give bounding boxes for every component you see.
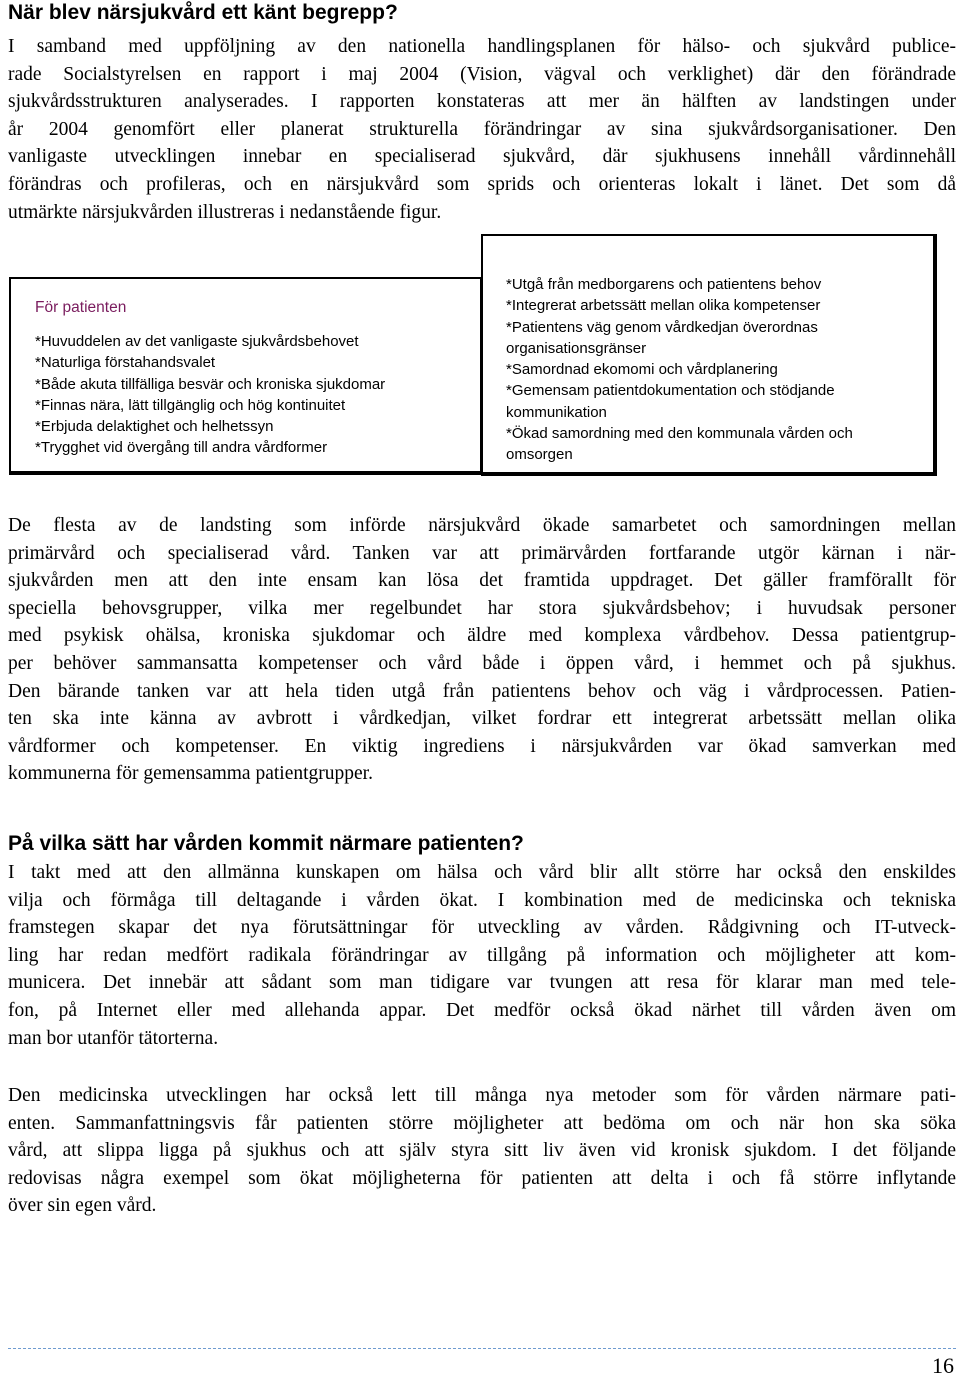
list-item: *Patientens väg genom vårdkedjan överordnas — [506, 318, 818, 336]
paragraph-kunskap — [8, 859, 956, 1052]
text-line: enten. Sammanfattningsvis får patienten större möjligheter att bedöma om och när hon ska söka — [8, 1112, 956, 1134]
patient-box — [9, 277, 484, 475]
text-line: Den medicinska utvecklingen har också lett till många nya metoder som för vården närmare pati- — [8, 1085, 956, 1106]
text-line: förändras och profileras, och en närsjukvård som sprids och orienteras lokalt i länet. Det som då — [8, 173, 956, 195]
footer-divider — [8, 1348, 956, 1349]
organisation-box-list — [483, 274, 933, 466]
text-line: framstegen skapar det nya förutsättningar för utveckling av vården. Rådgivning och IT-utveck- — [8, 917, 956, 939]
text-line: primärvård och specialiserad vård. Tanken var att primärvården fortfarande utgör kärnan i när- — [8, 542, 956, 564]
paragraph-medicinsk — [8, 1082, 956, 1220]
text-line: rade Socialstyrelsen en rapport i maj 2004 (Vision, vägval och verklighet) där den förändrade — [8, 63, 956, 85]
text-line: De flesta av de landsting som införde närsjukvård ökade samarbetet och samordningen mellan — [8, 515, 956, 536]
text-line: I samband med uppföljning av den nationella handlingsplanen för hälso- och sjukvård publice- — [8, 36, 956, 57]
text-line: ten ska inte känna av avbrott i vårdkedjan, vilket fordrar ett integrerat arbetssätt mellan olika — [8, 708, 956, 730]
text-line: sjukvårdsstrukturen analyserades. I rapporten konstateras att mer än hälften av landstingen under — [8, 91, 956, 113]
text-line: fon, på Internet eller med allehanda appar. Det medför också ökad närhet till vården även om — [8, 999, 956, 1021]
text-line: redovisas några exempel som ökat möjligheterna för patienten att delta i och få större inflytande — [8, 1167, 956, 1189]
text-line: I takt med att den allmänna kunskapen om hälsa och vård blir allt större har också den enskildes — [8, 862, 956, 883]
list-item: *Erbjuda delaktighet och helhetssyn — [35, 418, 274, 436]
list-item: kommunikation — [506, 403, 607, 421]
list-item: *Trygghet vid övergång till andra vårdformer — [35, 439, 328, 457]
text-line: med psykisk ohälsa, kroniska sjukdomar och äldre med komplexa vårdbehov. Dessa patientgrup- — [8, 625, 956, 647]
list-item: *Utgå från medborgarens och patientens behov — [506, 276, 822, 293]
list-item: *Finnas nära, lätt tillgänglig och hög kontinuitet — [35, 396, 346, 414]
list-item: *Gemensam patientdokumentation och stödjande — [506, 382, 835, 400]
text-line: per behöver sammansatta kompetenser och vård både i öppen vård, i hemmet och på sjukhus. — [8, 652, 956, 674]
list-item: omsorgen — [506, 446, 573, 464]
text-line: ling har redan medfört radikala förändringar av tillgång på information och möjligheter att kom- — [8, 944, 956, 966]
paragraph-samarbete — [8, 512, 956, 788]
list-item: *Naturliga förstahandsvalet — [35, 354, 216, 372]
patient-box-list — [11, 331, 480, 459]
text-line: man bor utanför tätorterna. — [8, 1027, 219, 1049]
patient-box-title: För patienten — [35, 299, 127, 316]
text-line: kommunerna för gemensamma patientgrupper. — [8, 763, 373, 785]
list-item: *Samordnad ekomomi och vårdplanering — [506, 361, 778, 379]
intro-paragraph — [8, 33, 956, 226]
text-line: municera. Det innebär att sådant som man tidigare var tvungen att resa för klarar man med tele- — [8, 972, 956, 994]
text-line: vårdformer och kompetenser. En viktig ingrediens i närsjukvården var ökad samverkan med — [8, 735, 956, 757]
list-item: *Huvuddelen av det vanligaste sjukvårdsbehovet — [35, 333, 359, 350]
text-line: vanligaste utvecklingen innebar en specialiserad sjukvård, där sjukhusens innehåll vårdinnehåll — [8, 146, 956, 168]
page-number: 16 — [932, 1353, 954, 1378]
section-heading-2: På vilka sätt har vården kommit närmare patienten? — [8, 832, 524, 855]
text-line: år 2004 genomfört eller planerat strukturella förändringar av sina sjukvårdsorganisationer. Den — [8, 118, 956, 140]
text-line: Den bärande tanken var att hela tiden utgå från patientens behov och väg i vårdprocessen. Patien- — [8, 680, 956, 702]
text-line: vård, att slippa ligga på sjukhus och att själv styra sitt liv även vid kronisk sjukdom. I det följande — [8, 1140, 956, 1162]
organisation-box — [481, 234, 937, 476]
text-line: speciella behovsgrupper, vilka mer regelbundet har stora sjukvårdsbehov; i huvudsak personer — [8, 597, 956, 619]
section-heading-1: När blev närsjukvård ett känt begrepp? — [8, 1, 398, 24]
text-line: över sin egen vård. — [8, 1195, 157, 1217]
list-item: *Ökad samordning med den kommunala vården och — [506, 425, 853, 443]
text-line: utmärkte närsjukvården illustreras i nedanstående figur. — [8, 201, 442, 223]
list-item: organisationsgränser — [506, 339, 647, 357]
text-line: vilja och förmåga till deltagande i vården ökat. I kombination med de medicinska och tekniska — [8, 889, 956, 911]
list-item: *Integrerat arbetssätt mellan olika kompetenser — [506, 297, 821, 315]
list-item: *Både akuta tillfälliga besvär och kroniska sjukdomar — [35, 375, 386, 393]
text-line: sjukvården men att den inte ensam kan lösa det framtida uppdraget. Det gäller framförallt för — [8, 570, 956, 592]
